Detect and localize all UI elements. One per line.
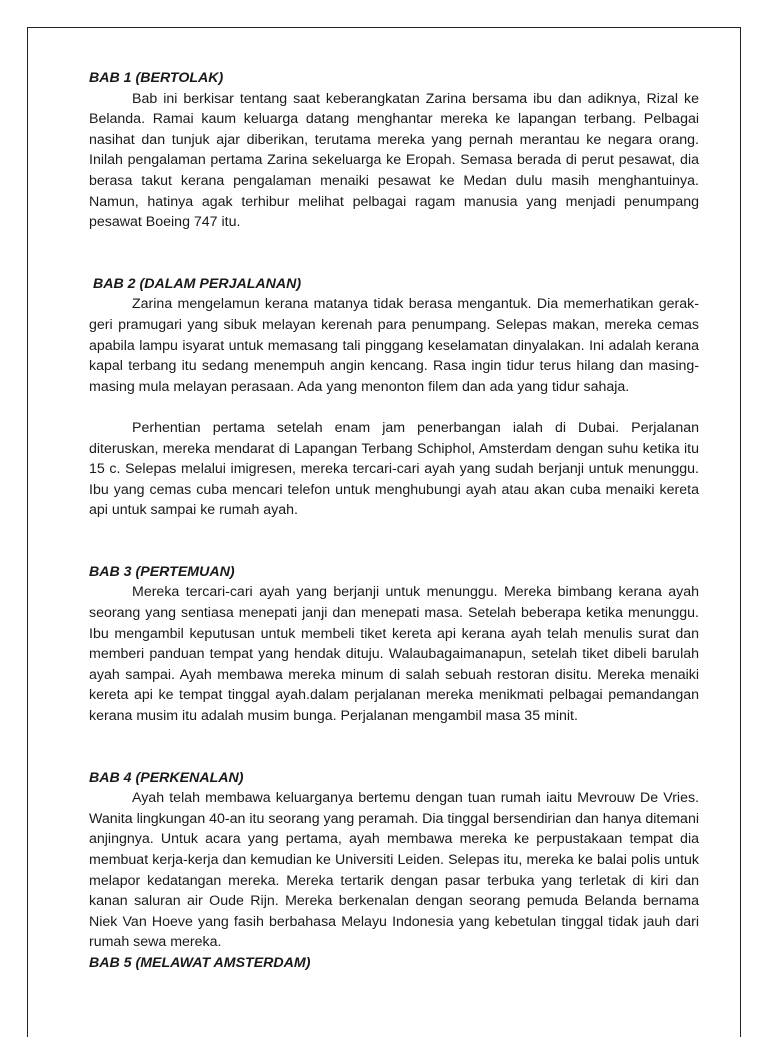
chapter-paragraph: Ayah telah membawa keluarganya bertemu dengan tuan rumah iaitu Mevrouw De Vries. Wanita lingkungan 40-an itu seorang yang peramah. Dia tinggal bersendirian dan hanya ditemani anjingnya. Untuk acara yang pertama, ayah membawa mereka ke perpustakaan tempat dia membuat kerja-kerja dan kemudian ke Universiti Leiden. Selepas itu, mereka ke balai polis untuk melapor kedatangan mereka. Mereka tertarik dengan pasar terbuka yang terletak di kiri dan kanan saluran air Oude Rijn. Mereka berkenalan dengan seorang pemuda Belanda bernama Niek Van Hoeve yang fasih berbahasa Melayu Indonesia yang kebetulan tinggal tidak jauh dari rumah sewa mereka. bbox=[89, 790, 699, 951]
chapter-heading: BAB 3 (PERTEMUAN) bbox=[89, 563, 235, 580]
chapter-5 bbox=[89, 953, 699, 974]
chapter-paragraph: Perhentian pertama setelah enam jam penerbangan ialah di Dubai. Perjalanan diteruskan, mereka mendarat di Lapangan Terbang Schiphol, Amsterdam dengan suhu ketika itu 15 c. Selepas melalui imigresen, mereka tercari-cari ayah yang sudah berjanji untuk menunggu. Ibu yang cemas cuba mencari telefon untuk menghubungi ayah atau akan cuba menaiki kereta api untuk sampai ke rumah ayah. bbox=[89, 419, 699, 519]
chapter-3 bbox=[89, 562, 699, 727]
chapter-heading: BAB 5 (MELAWAT AMSTERDAM) bbox=[89, 954, 311, 971]
document-body bbox=[89, 68, 699, 974]
chapter-heading: BAB 1 (BERTOLAK) bbox=[89, 70, 224, 86]
chapter-heading: BAB 2 (DALAM PERJALANAN) bbox=[93, 275, 302, 292]
chapter-2 bbox=[89, 274, 699, 521]
chapter-heading: BAB 4 (PERKENALAN) bbox=[89, 769, 244, 786]
chapter-paragraph: Zarina mengelamun kerana matanya tidak berasa mengantuk. Dia memerhatikan gerak-geri pramugari yang sibuk melayan kerenah para penumpang. Selepas makan, mereka cemas apabila lampu isyarat untuk memasang tali pinggang keselamatan dinyalakan. Ini adalah kerana kapal terbang itu sedang menempuh angin kencang. Rasa ingin tidur terus hilang dan masing-masing mula melayan perasaan. Ada yang menonton filem dan ada yang tidur sahaja. bbox=[89, 296, 699, 395]
chapter-4 bbox=[89, 768, 699, 953]
chapter-1 bbox=[89, 68, 699, 233]
chapter-paragraph: Bab ini berkisar tentang saat keberangkatan Zarina bersama ibu dan adiknya, Rizal ke Belanda. Ramai kaum keluarga datang menghantar mereka ke lapangan terbang. Pelbagai nasihat dan tunjuk ajar diberikan, terutama mereka yang pernah merantau ke negara orang. Inilah pengalaman pertama Zarina sekeluarga ke Eropah. Semasa berada di perut pesawat, dia berasa takut kerana pengalaman menaiki pesawat ke Medan dulu masih menghantuinya. Namun, hatinya agak terhibur melihat pelbagai ragam manusia yang menjadi penumpang pesawat Boeing 747 itu. bbox=[89, 90, 699, 231]
chapter-paragraph: Mereka tercari-cari ayah yang berjanji untuk menunggu. Mereka bimbang kerana ayah seorang yang sentiasa menepati janji dan menepati masa. Setelah beberapa ketika menunggu. Ibu mengambil keputusan untuk membeli tiket kereta api kerana ayah telah menulis surat dan memberi panduan tempat yang hendak dituju. Walaubagaimanapun, setelah tiket dibeli barulah ayah sampai. Ayah membawa mereka minum di salah sebuah restoran disitu. Mereka menaiki kereta api ke tempat tinggal ayah.dalam perjalanan mereka menikmati pelbagai pemandangan kerana musim itu adalah musim bunga. Perjalanan mengambil masa 35 minit. bbox=[89, 584, 699, 725]
